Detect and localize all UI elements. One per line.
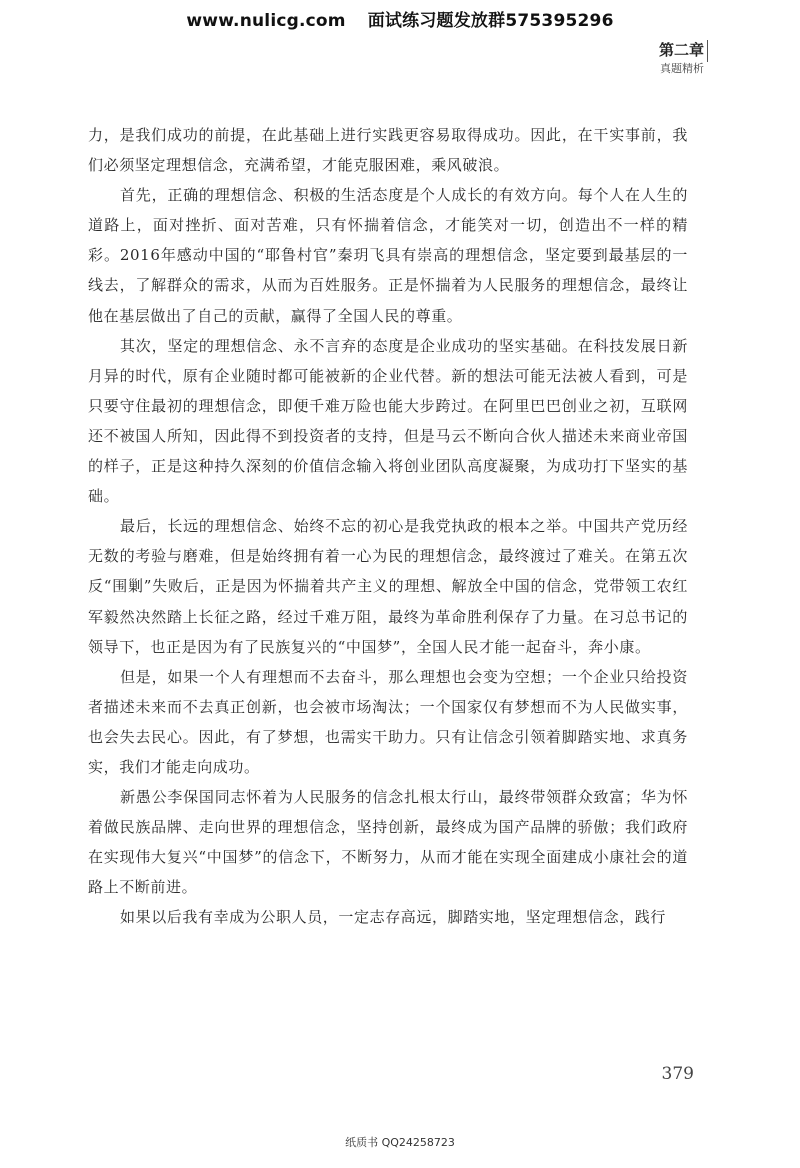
banner-text: 面试练习题发放群575395296 (367, 11, 614, 31)
top-banner (0, 6, 800, 31)
chapter-title: 第二章 (658, 41, 704, 59)
paragraph: 最后，长远的理想信念、始终不忘的初心是我党执政的根本之举。中国共产党历经无数的考验与磨难，但是始终拥有着一心为民的理想信念，最终渡过了难关。在第五次反“围剿”失败后，正是因为怀揣着共产主义的理想、解放全中国的信念，党带领工农红军毅然决然踏上长征之路，经过千难万阻，最终为革命胜利保存了力量。在习总书记的领导下，也正是因为有了民族复兴的“中国梦”，全国人民才能一起奋斗，奔小康。 (88, 517, 688, 656)
paragraph: 但是，如果一个人有理想而不去奋斗，那么理想也会变为空想；一个企业只给投资者描述未来而不去真正创新，也会被市场淘汰；一个国家仅有梦想而不为人民做实事，也会失去民心。因此，有了梦想，也需实干助力。只有让信念引领着脚踏实地、求真务实，我们才能走向成功。 (88, 667, 688, 776)
paragraph-continued: 力，是我们成功的前提，在此基础上进行实践更容易取得成功。因此，在干实事前，我们必须坚定理想信念，充满希望，才能克服困难，乘风破浪。 (88, 126, 688, 175)
body-text (88, 120, 688, 933)
chapter-subtitle: 真题精析 (660, 62, 704, 75)
page-number: 379 (661, 1064, 694, 1084)
paragraph: 其次，坚定的理想信念、永不言弃的态度是企业成功的坚实基础。在科技发展日新月异的时代，原有企业随时都可能被新的企业代替。新的想法可能无法被人看到，可是只要守住最初的理想信念，即便千难万险也能大步跨过。在阿里巴巴创业之初，互联网还不被国人所知，因此得不到投资者的支持，但是马云不断向合伙人描述未来商业帝国的样子，正是这种持久深刻的价值信念输入将创业团队高度凝聚，为成功打下坚实的基础。 (88, 336, 688, 506)
paragraph: 新愚公李保国同志怀着为人民服务的信念扎根太行山，最终带领群众致富；华为怀着做民族品牌、走向世界的理想信念，坚持创新，最终成为国产品牌的骄傲；我们政府在实现伟大复兴“中国梦”的信念下，不断努力，从而才能在实现全面建成小康社会的道路上不断前进。 (88, 788, 688, 897)
footer-text: 纸质书 QQ24258723 (345, 1136, 455, 1149)
paragraph: 首先，正确的理想信念、积极的生活态度是个人成长的有效方向。每个人在人生的道路上，面对挫折、面对苦难，只有怀揣着信念，才能笑对一切，创造出不一样的精彩。2016年感动中国的“耶鲁村官”秦玥飞具有崇高的理想信念，坚定要到最基层的一线去，了解群众的需求，从而为百姓服务。正是怀揣着为人民服务的理想信念，最终让他在基层做出了自己的贡献，赢得了全国人民的尊重。 (88, 186, 688, 325)
chapter-header (659, 40, 704, 78)
page-edge-mark (707, 40, 708, 62)
paragraph: 如果以后我有幸成为公职人员，一定志存高远，脚踏实地，坚定理想信念，践行 (120, 908, 667, 927)
banner-url: www.nulicg.com (186, 11, 346, 31)
